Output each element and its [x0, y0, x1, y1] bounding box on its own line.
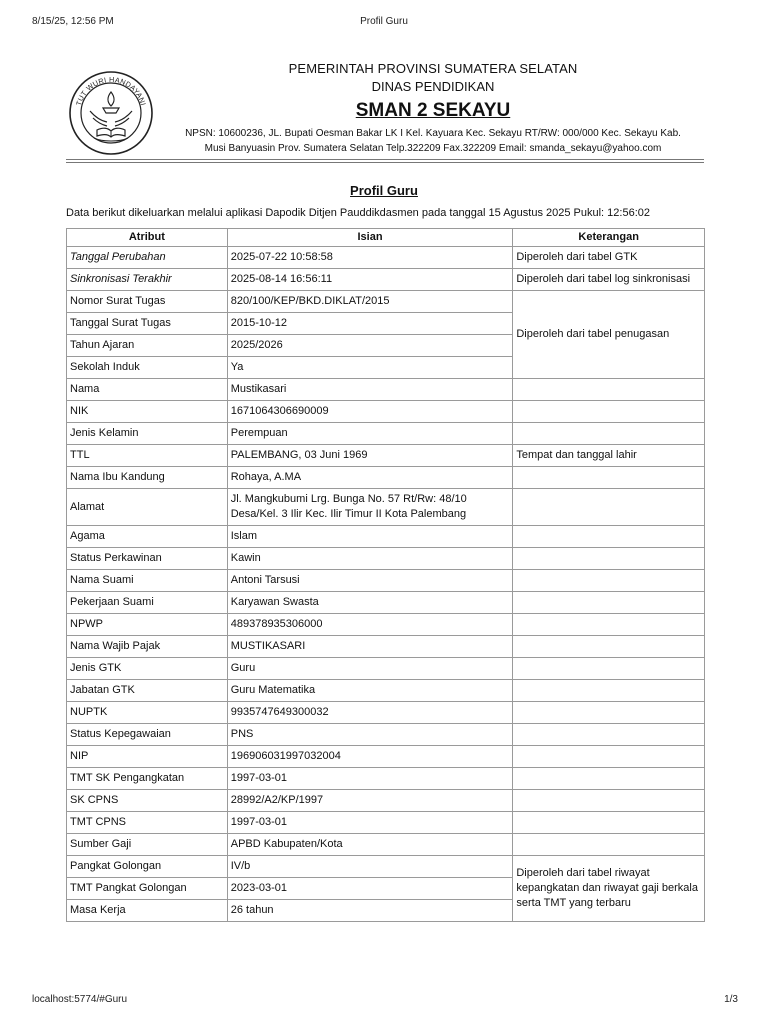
row-note: [513, 658, 705, 680]
print-datetime: 8/15/25, 12:56 PM: [32, 16, 114, 27]
print-title: Profil Guru: [360, 16, 408, 27]
row-value: Mustikasari: [227, 379, 513, 401]
row-attribute: Nama Suami: [67, 570, 228, 592]
letterhead: [66, 60, 704, 160]
row-value: 1997-03-01: [227, 768, 513, 790]
table-row: [67, 768, 705, 790]
row-attribute: NIP: [67, 746, 228, 768]
row-attribute: Pekerjaan Suami: [67, 592, 228, 614]
row-note: [513, 768, 705, 790]
row-note: [513, 636, 705, 658]
row-attribute: Tanggal Surat Tugas: [67, 313, 228, 335]
table-row: [67, 445, 705, 467]
row-value: 26 tahun: [227, 900, 513, 922]
row-note: Diperoleh dari tabel log sinkronisasi: [513, 269, 705, 291]
row-value: 9935747649300032: [227, 702, 513, 724]
row-note: Tempat dan tanggal lahir: [513, 445, 705, 467]
table-row: [67, 790, 705, 812]
row-value: Perempuan: [227, 423, 513, 445]
row-value: Jl. Mangkubumi Lrg. Bunga No. 57 Rt/Rw: 48/10 Desa/Kel. 3 Ilir Kec. Ilir Timur II Kota Palembang: [227, 489, 513, 526]
row-note: Diperoleh dari tabel GTK: [513, 247, 705, 269]
row-value: 2023-03-01: [227, 878, 513, 900]
table-row: [67, 247, 705, 269]
row-attribute: NUPTK: [67, 702, 228, 724]
profile-table: [66, 228, 705, 922]
print-header: [0, 16, 768, 30]
row-attribute: Nama: [67, 379, 228, 401]
row-note: [513, 592, 705, 614]
table-row: [67, 592, 705, 614]
table-row: [67, 724, 705, 746]
department-name: DINAS PENDIDIKAN: [371, 79, 495, 94]
intro-text: Data berikut dikeluarkan melalui aplikasi Dapodik Ditjen Pauddikdasmen pada tanggal 15 Agustus 2025 Pukul: 12:56:02: [66, 207, 650, 219]
row-attribute: Agama: [67, 526, 228, 548]
row-value: Ya: [227, 357, 513, 379]
row-attribute: Masa Kerja: [67, 900, 228, 922]
row-note: [513, 680, 705, 702]
table-row: [67, 379, 705, 401]
row-attribute: Nama Wajib Pajak: [67, 636, 228, 658]
row-attribute: Status Kepegawaian: [67, 724, 228, 746]
row-value: PNS: [227, 724, 513, 746]
row-attribute: Sumber Gaji: [67, 834, 228, 856]
table-row: [67, 746, 705, 768]
table-row: [67, 680, 705, 702]
table-row: [67, 269, 705, 291]
table-row: [67, 467, 705, 489]
table-row: [67, 856, 705, 878]
table-row: [67, 291, 705, 313]
school-address-line-1: NPSN: 10600236, JL. Bupati Oesman Bakar LK I Kel. Kayuara Kec. Sekayu RT/RW: 000/000 Kec. Sekayu Kab.: [185, 128, 681, 139]
row-note: [513, 702, 705, 724]
row-note: [513, 379, 705, 401]
row-value: 1997-03-01: [227, 812, 513, 834]
print-footer: [0, 994, 768, 1008]
row-value: Karyawan Swasta: [227, 592, 513, 614]
table-header-row: [67, 229, 705, 247]
column-header-atribut: Atribut: [67, 229, 228, 247]
row-attribute: Tahun Ajaran: [67, 335, 228, 357]
table-row: [67, 423, 705, 445]
row-value: IV/b: [227, 856, 513, 878]
row-attribute: TMT SK Pengangkatan: [67, 768, 228, 790]
row-value: 196906031997032004: [227, 746, 513, 768]
row-value: 28992/A2/KP/1997: [227, 790, 513, 812]
row-attribute: Nama Ibu Kandung: [67, 467, 228, 489]
row-note: [513, 570, 705, 592]
document-title: Profil Guru: [350, 183, 418, 198]
row-value: APBD Kabupaten/Kota: [227, 834, 513, 856]
row-note: [513, 834, 705, 856]
letterhead-text: [162, 60, 704, 156]
row-attribute: Jenis GTK: [67, 658, 228, 680]
row-note: [513, 423, 705, 445]
page-number: 1/3: [724, 994, 738, 1005]
row-note: [513, 548, 705, 570]
row-note: [513, 790, 705, 812]
row-value: 2015-10-12: [227, 313, 513, 335]
letterhead-divider: [66, 159, 704, 163]
row-note: [513, 526, 705, 548]
row-note: [513, 489, 705, 526]
svg-text:TUT WURI HANDAYANI: [74, 75, 148, 107]
table-row: [67, 658, 705, 680]
row-attribute: Status Perkawinan: [67, 548, 228, 570]
row-attribute: Alamat: [67, 489, 228, 526]
row-note: [513, 614, 705, 636]
row-note: [513, 812, 705, 834]
row-value: Kawin: [227, 548, 513, 570]
table-row: [67, 702, 705, 724]
row-attribute: Sinkronisasi Terakhir: [67, 269, 228, 291]
row-note-riwayat: Diperoleh dari tabel riwayat kepangkatan dan riwayat gaji berkala serta TMT yang terbaru: [513, 856, 705, 922]
row-value: Guru: [227, 658, 513, 680]
row-note: [513, 467, 705, 489]
row-attribute: NPWP: [67, 614, 228, 636]
row-value: 2025-08-14 16:56:11: [227, 269, 513, 291]
table-row: [67, 812, 705, 834]
print-url: localhost:5774/#Guru: [32, 994, 128, 1005]
table-row: [67, 526, 705, 548]
row-value: MUSTIKASARI: [227, 636, 513, 658]
table-row: [67, 570, 705, 592]
column-header-isian: Isian: [227, 229, 513, 247]
row-note: [513, 401, 705, 423]
logo-motto: TUT WURI HANDAYANI: [73, 74, 149, 107]
row-attribute: TMT Pangkat Golongan: [67, 878, 228, 900]
row-attribute: Jenis Kelamin: [67, 423, 228, 445]
table-row: [67, 548, 705, 570]
row-value: Guru Matematika: [227, 680, 513, 702]
school-name: SMAN 2 SEKAYU: [355, 100, 511, 121]
row-attribute: Nomor Surat Tugas: [67, 291, 228, 313]
column-header-keterangan: Keterangan: [513, 229, 705, 247]
row-value: PALEMBANG, 03 Juni 1969: [227, 445, 513, 467]
row-value: 1671064306690009: [227, 401, 513, 423]
row-note: [513, 746, 705, 768]
table-row: [67, 614, 705, 636]
row-note: [513, 724, 705, 746]
row-attribute: TTL: [67, 445, 228, 467]
row-value: 2025/2026: [227, 335, 513, 357]
row-attribute: SK CPNS: [67, 790, 228, 812]
row-value: Islam: [227, 526, 513, 548]
row-note-penugasan: Diperoleh dari tabel penugasan: [513, 291, 705, 379]
row-attribute: Jabatan GTK: [67, 680, 228, 702]
government-name: PEMERINTAH PROVINSI SUMATERA SELATAN: [288, 61, 578, 76]
school-address-line-2: Musi Banyuasin Prov. Sumatera Selatan Telp.322209 Fax.322209 Email: smanda_sekayu@yahoo.com: [204, 143, 662, 154]
table-row: [67, 834, 705, 856]
row-value: 820/100/KEP/BKD.DIKLAT/2015: [227, 291, 513, 313]
row-value: Antoni Tarsusi: [227, 570, 513, 592]
row-attribute: Sekolah Induk: [67, 357, 228, 379]
table-row: [67, 401, 705, 423]
row-value: 489378935306000: [227, 614, 513, 636]
tut-wuri-handayani-logo-icon: [66, 68, 156, 158]
row-attribute: NIK: [67, 401, 228, 423]
row-value: Rohaya, A.MA: [227, 467, 513, 489]
row-attribute: Tanggal Perubahan: [67, 247, 228, 269]
row-attribute: TMT CPNS: [67, 812, 228, 834]
table-row: [67, 489, 705, 526]
table-row: [67, 636, 705, 658]
row-attribute: Pangkat Golongan: [67, 856, 228, 878]
row-value: 2025-07-22 10:58:58: [227, 247, 513, 269]
